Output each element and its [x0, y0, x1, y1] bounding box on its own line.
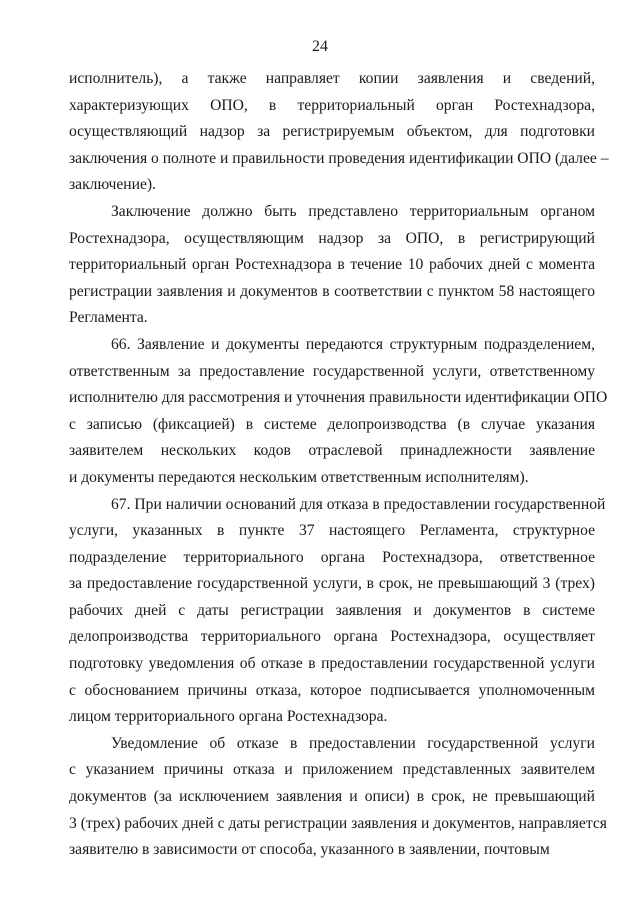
text-line: Заключение должно быть представлено территориальным органом: [111, 202, 595, 220]
text-line: с записью (фиксацией) в системе делопроизводства (в случае указания: [69, 415, 595, 433]
text-line: осуществляющий надзор за регистрируемым объектом, для подготовки: [69, 123, 595, 141]
paragraph: [69, 332, 608, 492]
text-line: Ростехнадзора, осуществляющим надзор за ОПО, в регистрирующий: [69, 229, 595, 247]
text-line: делопроизводства территориального органа Ростехнадзора, осуществляет: [69, 628, 595, 646]
text-line: за предоставление государственной услуги, в срок, не превышающий 3 (трех): [69, 575, 595, 593]
text-line: с обоснованием причины отказа, которое подписывается уполномоченным: [69, 681, 595, 699]
text-line: 67. При наличии оснований для отказа в предоставлении государственной: [111, 495, 606, 513]
text-line: Регламента.: [69, 309, 148, 327]
page-number: 24: [312, 38, 328, 55]
text-line: характеризующих ОПО, в территориальный орган Ростехнадзора,: [69, 96, 595, 114]
text-line: заключения о полноте и правильности проведения идентификации ОПО (далее –: [69, 149, 609, 167]
text-line: и документы передаются нескольким ответственным исполнителям).: [69, 468, 529, 486]
text-line: документов (за исключением заявления и описи) в срок, не превышающий: [69, 788, 595, 806]
text-line: 3 (трех) рабочих дней с даты регистрации заявления и документов, направляется: [69, 814, 607, 832]
text-line: исполнитель), а также направляет копии заявления и сведений,: [69, 70, 595, 87]
paragraph: [69, 731, 607, 864]
text-line: подразделение территориального органа Ростехнадзора, ответственное: [69, 548, 595, 566]
text-line: с указанием причины отказа и приложением представленных заявителем: [69, 761, 595, 779]
paragraph: [69, 492, 606, 731]
paragraph: [69, 199, 595, 332]
document-body: [69, 66, 609, 864]
text-line: территориальный орган Ростехнадзора в течение 10 рабочих дней с момента: [69, 256, 595, 274]
text-line: регистрации заявления и документов в соответствии с пунктом 58 настоящего: [69, 282, 595, 300]
text-line: услуги, указанных в пункте 37 настоящего Регламента, структурное: [69, 522, 595, 540]
text-line: ответственным за предоставление государственной услуги, ответственному: [69, 362, 595, 380]
text-line: заявителем нескольких кодов отраслевой принадлежности заявление: [69, 442, 595, 460]
text-line: рабочих дней с даты регистрации заявления и документов в системе: [69, 601, 595, 619]
text-line: подготовку уведомления об отказе в предоставлении государственной услуги: [69, 655, 595, 673]
text-line: заключение).: [69, 176, 156, 194]
text-line: заявителю в зависимости от способа, указанного в заявлении, почтовым: [69, 841, 550, 859]
text-line: исполнителю для рассмотрения и уточнения правильности идентификации ОПО: [69, 389, 608, 407]
text-line: 66. Заявление и документы передаются структурным подразделением,: [111, 335, 595, 353]
paragraph: [69, 66, 609, 199]
text-line: Уведомление об отказе в предоставлении государственной услуги: [111, 734, 595, 752]
text-line: лицом территориального органа Ростехнадзора.: [69, 708, 388, 726]
